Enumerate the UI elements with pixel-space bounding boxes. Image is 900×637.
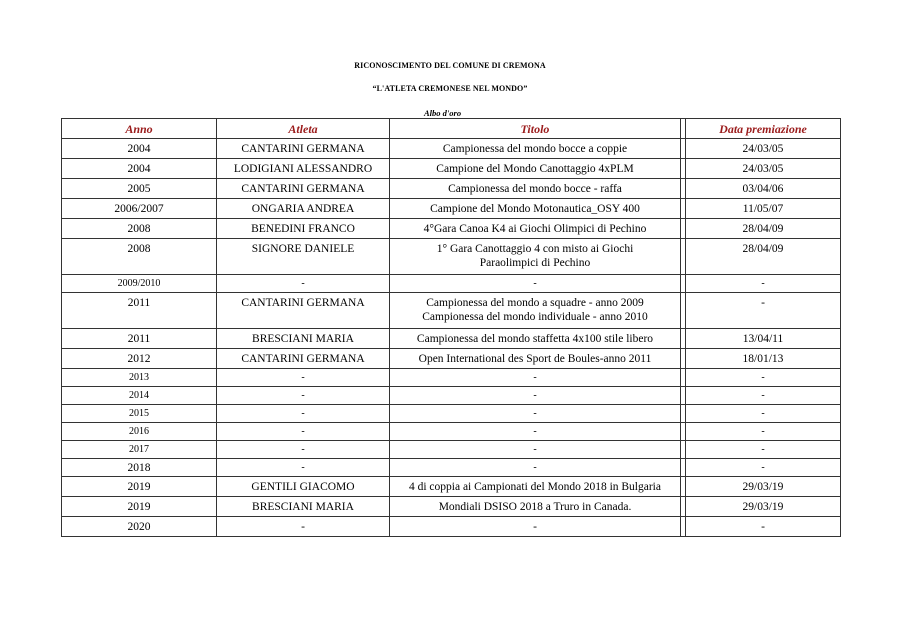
cell-atleta: - (217, 369, 390, 387)
cell-titolo (390, 219, 681, 239)
cell-titolo-line: 1° Gara Canottaggio 4 con misto ai Giochi (436, 243, 634, 255)
cell-titolo-line: - (533, 371, 537, 383)
header-anno: Anno (62, 119, 217, 139)
cell-anno: 2018 (62, 459, 217, 477)
cell-atleta: CANTARINI GERMANA (217, 293, 390, 329)
cell-anno: 2019 (62, 477, 217, 497)
cell-titolo-line: Campione del Mondo Canottaggio 4xPLM (436, 162, 634, 175)
cell-titolo-line: Campionessa del mondo bocce - raffa (448, 182, 622, 195)
header-atleta: Atleta (217, 119, 390, 139)
cell-titolo-line: - (533, 278, 537, 289)
cell-atleta: - (217, 405, 390, 423)
table-row (62, 199, 841, 219)
cell-titolo-line: - (533, 443, 537, 455)
cell-titolo (390, 387, 681, 405)
cell-data: - (686, 275, 841, 293)
cell-data: 11/05/07 (686, 199, 841, 219)
cell-titolo-line: 4°Gara Canoa K4 ai Giochi Olimpici di Pechino (423, 222, 647, 235)
table-row (62, 349, 841, 369)
table-row (62, 179, 841, 199)
cell-anno: 2012 (62, 349, 217, 369)
cell-data: - (686, 423, 841, 441)
cell-titolo (390, 497, 681, 517)
cell-titolo-line: - (533, 425, 537, 437)
cell-data: - (686, 441, 841, 459)
cell-atleta: - (217, 441, 390, 459)
table-row (62, 387, 841, 405)
cell-titolo (390, 139, 681, 159)
cell-atleta: - (217, 275, 390, 293)
cell-titolo (390, 329, 681, 349)
cell-atleta: - (217, 423, 390, 441)
cell-anno: 2004 (62, 139, 217, 159)
cell-titolo-line: Mondiali DSISO 2018 a Truro in Canada. (438, 500, 632, 513)
cell-atleta: BENEDINI FRANCO (217, 219, 390, 239)
table-body (62, 139, 841, 537)
cell-anno: 2008 (62, 219, 217, 239)
table-row (62, 497, 841, 517)
cell-data: 13/04/11 (686, 329, 841, 349)
cell-atleta: - (217, 517, 390, 537)
table-row (62, 517, 841, 537)
cell-data: 18/01/13 (686, 349, 841, 369)
cell-atleta: CANTARINI GERMANA (217, 349, 390, 369)
cell-anno: 2009/2010 (62, 275, 217, 293)
cell-atleta: CANTARINI GERMANA (217, 139, 390, 159)
cell-data: 28/04/09 (686, 219, 841, 239)
cell-titolo-line: - (533, 407, 537, 419)
table-row (62, 239, 841, 275)
albo-label: Albo d'oro (424, 108, 462, 118)
cell-titolo (390, 423, 681, 441)
cell-titolo (390, 405, 681, 423)
cell-atleta: LODIGIANI ALESSANDRO (217, 159, 390, 179)
table-row (62, 159, 841, 179)
cell-titolo-line-2: Campionessa del mondo individuale - anno 2010 (422, 311, 648, 323)
cell-data: - (686, 517, 841, 537)
cell-anno: 2014 (62, 387, 217, 405)
cell-atleta: CANTARINI GERMANA (217, 179, 390, 199)
cell-titolo-line: Campionessa del mondo staffetta 4x100 stile libero (416, 332, 654, 345)
table-row (62, 139, 841, 159)
cell-titolo-line: - (533, 520, 537, 533)
cell-titolo (390, 477, 681, 497)
cell-titolo-line: Campionessa del mondo a squadre - anno 2009 (426, 297, 644, 309)
cell-titolo (390, 349, 681, 369)
cell-titolo-line: Campione del Mondo Motonautica_OSY 400 (430, 202, 640, 215)
cell-data: - (686, 459, 841, 477)
cell-anno: 2006/2007 (62, 199, 217, 219)
table-row (62, 369, 841, 387)
cell-titolo-line-2: Paraolimpici di Pechino (479, 257, 591, 269)
cell-anno: 2019 (62, 497, 217, 517)
cell-titolo (390, 275, 681, 293)
cell-anno: 2005 (62, 179, 217, 199)
table-header-row (62, 119, 841, 139)
cell-data: - (686, 369, 841, 387)
document-subtitle: “L'ATLETA CREMONESE NEL MONDO” (372, 84, 528, 93)
table-row (62, 441, 841, 459)
table-row (62, 219, 841, 239)
header-data-premiazione: Data premiazione (686, 119, 841, 139)
cell-data: 28/04/09 (686, 239, 841, 275)
cell-anno: 2016 (62, 423, 217, 441)
cell-anno: 2020 (62, 517, 217, 537)
cell-data: - (686, 405, 841, 423)
cell-atleta: - (217, 459, 390, 477)
cell-titolo (390, 179, 681, 199)
cell-titolo-line: Campionessa del mondo bocce a coppie (442, 142, 628, 155)
cell-titolo-line: - (533, 461, 537, 473)
cell-titolo-line: Open International des Sport de Boules-anno 2011 (418, 352, 652, 365)
cell-atleta: BRESCIANI MARIA (217, 497, 390, 517)
cell-data: 03/04/06 (686, 179, 841, 199)
cell-anno: 2017 (62, 441, 217, 459)
cell-atleta: - (217, 387, 390, 405)
cell-anno: 2008 (62, 239, 217, 275)
cell-data: 24/03/05 (686, 159, 841, 179)
cell-anno: 2015 (62, 405, 217, 423)
cell-titolo (390, 517, 681, 537)
albo-table (61, 118, 841, 537)
cell-data: 24/03/05 (686, 139, 841, 159)
cell-titolo (390, 369, 681, 387)
cell-data: - (686, 387, 841, 405)
cell-anno: 2011 (62, 293, 217, 329)
header-titolo: Titolo (390, 119, 681, 139)
document-title: RICONOSCIMENTO DEL COMUNE DI CREMONA (354, 61, 546, 70)
table-row (62, 477, 841, 497)
cell-anno: 2013 (62, 369, 217, 387)
cell-atleta: BRESCIANI MARIA (217, 329, 390, 349)
cell-atleta: ONGARIA ANDREA (217, 199, 390, 219)
table-row (62, 405, 841, 423)
cell-titolo (390, 199, 681, 219)
cell-titolo (390, 293, 681, 329)
cell-data: 29/03/19 (686, 477, 841, 497)
cell-atleta: GENTILI GIACOMO (217, 477, 390, 497)
cell-atleta: SIGNORE DANIELE (217, 239, 390, 275)
cell-titolo (390, 159, 681, 179)
cell-titolo (390, 459, 681, 477)
table-row (62, 293, 841, 329)
table-row (62, 275, 841, 293)
cell-titolo-line: - (533, 389, 537, 401)
cell-anno: 2004 (62, 159, 217, 179)
cell-titolo (390, 239, 681, 275)
cell-titolo (390, 441, 681, 459)
cell-anno: 2011 (62, 329, 217, 349)
cell-data: - (686, 293, 841, 329)
cell-titolo-line: 4 di coppia ai Campionati del Mondo 2018 in Bulgaria (408, 480, 661, 493)
cell-data: 29/03/19 (686, 497, 841, 517)
table-row (62, 423, 841, 441)
table-row (62, 459, 841, 477)
table-row (62, 329, 841, 349)
